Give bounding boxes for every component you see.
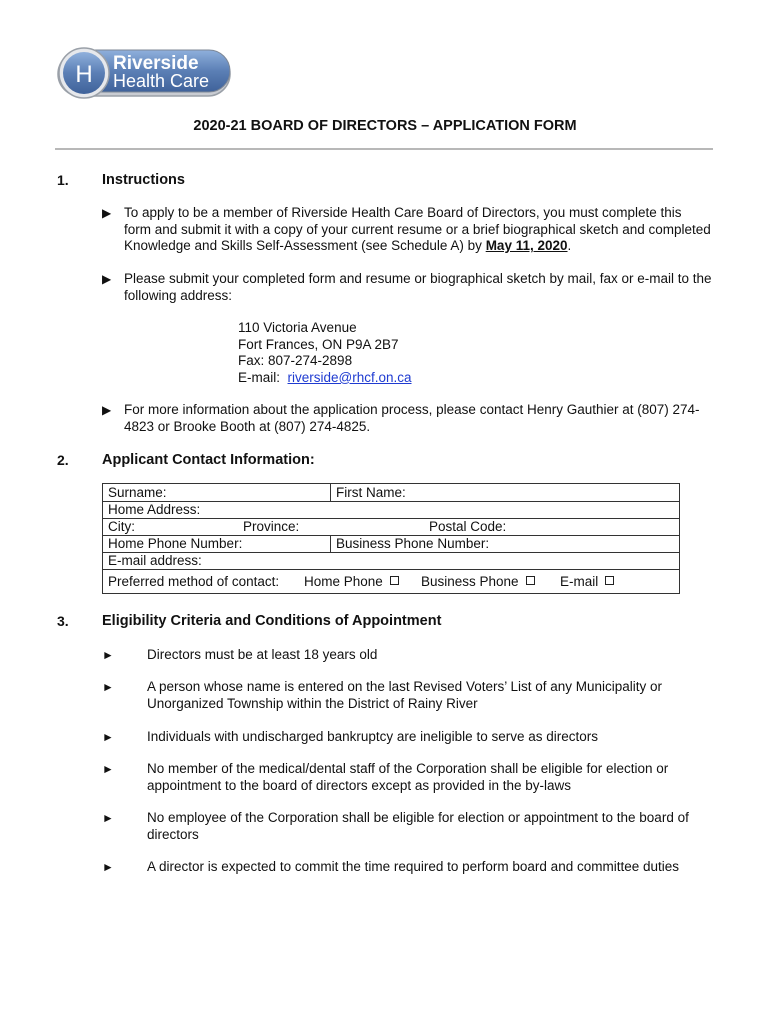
option-home-phone[interactable] (304, 574, 399, 589)
criteria-item-1-text: Directors must be at least 18 years old (147, 647, 378, 662)
postal-code-field[interactable]: Postal Code: (429, 519, 507, 534)
logo-line1: Riverside (113, 53, 199, 74)
arrow-icon: ► (102, 860, 114, 874)
logo-graphic (56, 44, 236, 102)
section-1-heading: Instructions (102, 172, 185, 188)
mailing-address (238, 320, 412, 386)
criteria-item-4-text: No member of the medical/dental staff of the Corporation shall be eligible for election or appointment to the board of directors except as provided in the by-laws (147, 761, 669, 793)
criteria-item-4 (102, 761, 712, 794)
home-address-field[interactable]: Home Address: (108, 502, 201, 517)
email-label: E-mail: (238, 369, 288, 385)
title-divider (55, 148, 713, 150)
instruction-item-2 (102, 271, 712, 304)
checkbox-email[interactable] (605, 576, 614, 585)
arrow-icon: ► (102, 730, 114, 744)
home-phone-field[interactable]: Home Phone Number: (108, 536, 243, 551)
criteria-item-2 (102, 679, 712, 712)
arrow-icon: ▶ (102, 206, 112, 220)
surname-field[interactable]: Surname: (108, 485, 167, 500)
logo-line2: Health Care (113, 71, 210, 91)
option-business-phone-label: Business Phone (421, 574, 519, 589)
address-email-row (238, 370, 412, 387)
instruction-item-3 (102, 402, 712, 435)
arrow-icon: ▶ (102, 272, 112, 286)
province-field[interactable]: Province: (243, 519, 300, 534)
option-home-phone-label: Home Phone (304, 574, 383, 589)
address-fax: Fax: 807-274-2898 (238, 353, 353, 369)
address-line-2: Fort Frances, ON P9A 2B7 (238, 336, 399, 352)
option-business-phone[interactable] (421, 574, 535, 589)
section-2-number: 2. (57, 452, 69, 468)
criteria-item-1 (102, 647, 712, 664)
criteria-item-2-text: A person whose name is entered on the last Revised Voters’ List of any Municipality or Unorganized Township within the District of Rainy River (147, 679, 663, 711)
first-name-field[interactable]: First Name: (336, 485, 406, 500)
form-title: 2020-21 BOARD OF DIRECTORS – APPLICATION FORM (193, 118, 577, 134)
arrow-icon: ► (102, 648, 114, 662)
logo-letter: H (75, 61, 93, 88)
city-field[interactable]: City: (108, 519, 135, 534)
preferred-contact-label: Preferred method of contact: (108, 574, 280, 589)
business-phone-field[interactable]: Business Phone Number: (336, 536, 490, 551)
criteria-item-3-text: Individuals with undischarged bankruptcy are ineligible to serve as directors (147, 729, 598, 744)
contact-info-table (102, 483, 680, 594)
arrow-icon: ► (102, 680, 114, 694)
arrow-icon: ► (102, 762, 114, 776)
instruction-item-3-text: For more information about the application process, please contact Henry Gauthier at (807) 274-4823 or Brooke Booth at (807) 274-4825. (124, 402, 700, 434)
instruction-item-2-text: Please submit your completed form and resume or biographical sketch by mail, fax or e-mail to the following address: (124, 271, 712, 303)
option-email[interactable] (560, 574, 614, 589)
checkbox-home-phone[interactable] (390, 576, 399, 585)
arrow-icon: ► (102, 811, 114, 825)
deadline-date: May 11, 2020 (485, 238, 568, 254)
option-email-label: E-mail (560, 574, 599, 589)
instruction-item-1 (102, 205, 712, 255)
criteria-item-5-text: No employee of the Corporation shall be eligible for election or appointment to the board of directors (147, 810, 689, 842)
email-address-field[interactable]: E-mail address: (108, 553, 202, 568)
criteria-item-6 (102, 859, 712, 876)
checkbox-business-phone[interactable] (526, 576, 535, 585)
criteria-item-3 (102, 729, 712, 746)
section-2-heading: Applicant Contact Information: (102, 452, 315, 468)
instruction-1-body: To apply to be a member of Riverside Health Care Board of Directors, you must complete this form and submit it with a copy of your current resume or a brief biographical sketch and completed Knowledge and Skills Self-Assessment (see Schedule A) by (124, 205, 711, 254)
instruction-1-end: . (567, 238, 572, 254)
email-link[interactable]: riverside@rhcf.on.ca (287, 369, 412, 385)
section-3-heading: Eligibility Criteria and Conditions of Appointment (102, 613, 442, 629)
riverside-logo (56, 44, 236, 102)
arrow-icon: ▶ (102, 403, 112, 417)
section-3-number: 3. (57, 613, 69, 629)
instruction-item-1-text (124, 205, 712, 255)
criteria-item-6-text: A director is expected to commit the time required to perform board and committee duties (147, 859, 679, 874)
address-line-1: 110 Victoria Avenue (238, 320, 357, 335)
criteria-item-5 (102, 810, 712, 843)
section-1-number: 1. (57, 172, 69, 188)
